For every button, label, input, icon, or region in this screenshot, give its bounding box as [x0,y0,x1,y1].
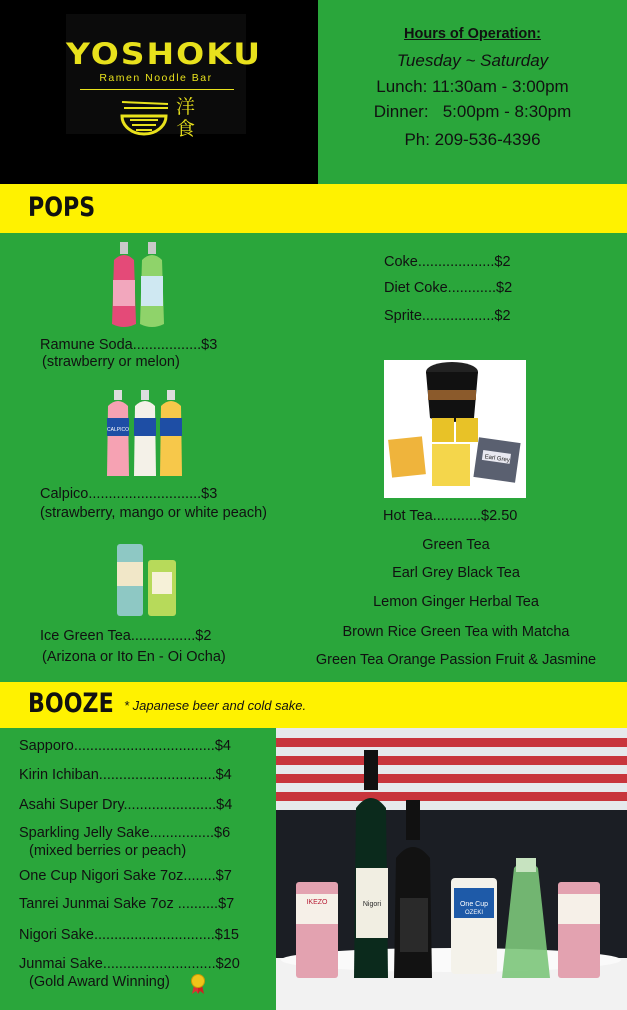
photo-nigori-label: Nigori [362,901,382,908]
hot-tea-image [384,360,526,498]
earl-grey-box-label: Earl Grey [484,454,511,464]
booze-tanrei: Tanrei Junmai Sake 7oz ..........$7 [19,896,235,912]
tea-green: Green Tea [422,537,490,553]
logo-title: YOSHOKU [66,35,262,72]
hours-days: Tuesday ~ Saturday [396,51,549,70]
booze-kirin: Kirin Ichiban.............................$4 [19,767,232,783]
booze-junmai-award: (Gold Award Winning) [29,974,170,990]
booze-one-cup: One Cup Nigori Sake 7oz........$7 [19,868,232,884]
booze-heading: BOOZE [28,688,114,719]
sprite-item: Sprite..................$2 [384,308,511,324]
hours-dinner: Dinner: 5:00pm - 8:30pm [373,102,572,121]
booze-sapporo: Sapporo...................................$4 [19,738,231,754]
logo-kanji: 洋 食 [176,96,196,140]
gold-medal-icon [190,973,206,995]
tea-lemon-ginger: Lemon Ginger Herbal Tea [373,594,539,610]
calpico-bottles-image [105,388,185,480]
ice-green-tea-cans-image [114,542,178,618]
booze-asahi: Asahi Super Dry.......................$4 [19,797,233,813]
hot-tea-item: Hot Tea............$2.50 [383,508,518,524]
booze-note: * Japanese beer and cold sake. [124,698,307,713]
logo-panel [0,0,318,184]
photo-ozeki-label: OZEKI [464,910,484,916]
sake-bottles-image [276,728,627,1010]
hours-phone: Ph: 209-536-4396 [404,130,541,149]
hours-lunch: Lunch: 11:30am - 3:00pm [376,77,569,96]
ramen-bowl-icon [118,98,170,138]
booze-nigori: Nigori Sake..............................$15 [19,927,239,943]
coke-item: Coke...................$2 [384,254,511,270]
tea-earl-grey: Earl Grey Black Tea [392,565,520,581]
calpico-flavors: (strawberry, mango or white peach) [40,505,267,521]
ramune-soda-item: Ramune Soda.................$3 [40,337,218,353]
tea-orange-passion: Green Tea Orange Passion Fruit & Jasmine [315,652,597,668]
ramune-bottles-image [108,240,170,330]
booze-jelly-flavors: (mixed berries or peach) [29,843,187,859]
tea-brown-rice: Brown Rice Green Tea with Matcha [342,624,570,640]
logo-subtitle: Ramen Noodle Bar [99,72,213,84]
photo-can-label: IKEZO [306,899,328,906]
ice-green-tea-brands: (Arizona or Ito En - Oi Ocha) [42,649,226,665]
booze-jelly-sake: Sparkling Jelly Sake................$6 [19,825,231,841]
ramune-flavors: (strawberry or melon) [42,354,180,370]
ice-green-tea-item: Ice Green Tea................$2 [40,628,212,644]
logo-divider [80,89,234,90]
hours-title: Hours of Operation: [404,26,541,42]
calpico-label: CALPICO [107,427,129,433]
logo [66,14,262,140]
booze-photo [276,728,627,1010]
pops-heading: POPS [28,192,96,223]
diet-coke-item: Diet Coke............$2 [384,280,513,296]
photo-onecup-label: One Cup [459,901,489,908]
booze-junmai: Junmai Sake............................$20 [19,956,240,972]
calpico-item: Calpico............................$3 [40,486,218,502]
